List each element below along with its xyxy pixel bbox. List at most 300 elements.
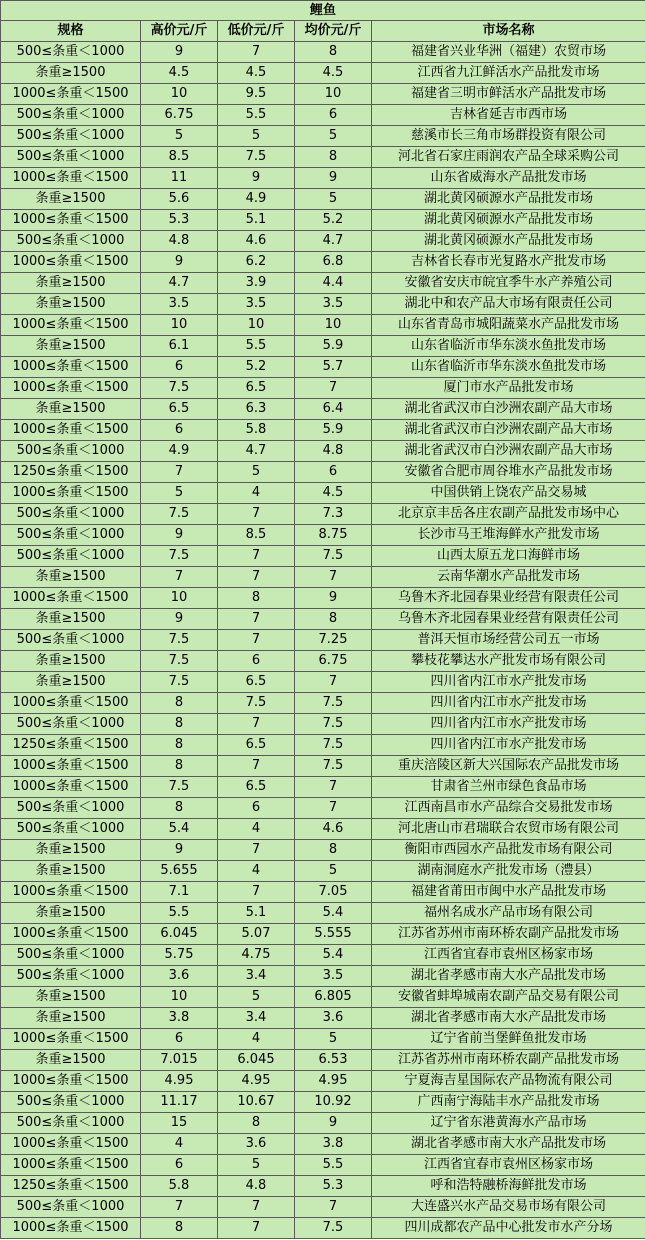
- market-name-cell: 湖北黄冈硕源水产品批发市场: [372, 189, 645, 210]
- avg-price-cell: 5.4: [295, 945, 372, 966]
- avg-price-cell: 6: [295, 462, 372, 483]
- table-row: [1, 882, 645, 903]
- market-name-cell: 中国供销上饶农产品交易城: [372, 483, 645, 504]
- low-price-cell: 7: [218, 609, 295, 630]
- low-price-cell: 7: [218, 630, 295, 651]
- market-name-cell: 甘肃省兰州市绿色食品市场: [372, 777, 645, 798]
- table-row: [1, 798, 645, 819]
- market-name-cell: 山西太原五龙口海鲜市场: [372, 546, 645, 567]
- market-name-cell: 河北唐山市君瑞联合农贸市场有限公司: [372, 819, 645, 840]
- table-row: [1, 462, 645, 483]
- low-price-cell: 7: [218, 714, 295, 735]
- table-row: [1, 42, 645, 63]
- table-row: [1, 273, 645, 294]
- low-price-cell: 5.1: [218, 210, 295, 231]
- low-price-cell: 5.5: [218, 336, 295, 357]
- spec-cell: 500≤条重＜1000: [1, 441, 141, 462]
- market-name-cell: 江西南昌市水产品综合交易批发市场: [372, 798, 645, 819]
- market-name-cell: 山东省临沂市华东淡水鱼批发市场: [372, 357, 645, 378]
- table-row: [1, 1092, 645, 1113]
- high-price-cell: 8: [141, 1218, 218, 1239]
- market-name-cell: 乌鲁木齐北园春果业经营有限责任公司: [372, 609, 645, 630]
- spec-cell: 1000≤条重＜1500: [1, 210, 141, 231]
- avg-price-cell: 3.6: [295, 1008, 372, 1029]
- high-price-cell: 4: [141, 1134, 218, 1155]
- spec-cell: 1000≤条重＜1500: [1, 1218, 141, 1239]
- low-price-cell: 5.07: [218, 924, 295, 945]
- low-price-cell: 3.9: [218, 273, 295, 294]
- table-row: [1, 966, 645, 987]
- table-row: [1, 1155, 645, 1176]
- market-name-cell: 山东省青岛市城阳蔬菜水产品批发市场: [372, 315, 645, 336]
- high-price-cell: 7.5: [141, 546, 218, 567]
- spec-cell: 500≤条重＜1000: [1, 126, 141, 147]
- high-price-cell: 7.1: [141, 882, 218, 903]
- spec-cell: 1000≤条重＜1500: [1, 1071, 141, 1092]
- table-row: [1, 630, 645, 651]
- market-name-cell: 湖北省武汉市白沙洲农副产品大市场: [372, 441, 645, 462]
- high-price-cell: 5.4: [141, 819, 218, 840]
- high-price-cell: 9: [141, 42, 218, 63]
- low-price-cell: 6.5: [218, 378, 295, 399]
- avg-price-cell: 4.8: [295, 441, 372, 462]
- high-price-cell: 4.7: [141, 273, 218, 294]
- table-row: [1, 672, 645, 693]
- low-price-cell: 4.95: [218, 1071, 295, 1092]
- table-row: [1, 105, 645, 126]
- table-row: [1, 315, 645, 336]
- table-row: [1, 189, 645, 210]
- low-price-cell: 7: [218, 546, 295, 567]
- table-row: [1, 378, 645, 399]
- table-row: [1, 126, 645, 147]
- high-price-cell: 7.5: [141, 504, 218, 525]
- high-price-cell: 7: [141, 462, 218, 483]
- table-row: [1, 168, 645, 189]
- spec-cell: 500≤条重＜1000: [1, 525, 141, 546]
- high-price-cell: 6.045: [141, 924, 218, 945]
- market-name-cell: 四川成都农产品中心批发市水产分场: [372, 1218, 645, 1239]
- avg-price-cell: 5: [295, 126, 372, 147]
- spec-cell: 500≤条重＜1000: [1, 966, 141, 987]
- avg-price-cell: 7.05: [295, 882, 372, 903]
- avg-price-cell: 8: [295, 42, 372, 63]
- header-low-price: 低价元/斤: [218, 21, 295, 42]
- spec-cell: 条重≥1500: [1, 399, 141, 420]
- high-price-cell: 9: [141, 609, 218, 630]
- low-price-cell: 7.5: [218, 693, 295, 714]
- spec-cell: 条重≥1500: [1, 1050, 141, 1071]
- spec-cell: 条重≥1500: [1, 294, 141, 315]
- high-price-cell: 10: [141, 588, 218, 609]
- avg-price-cell: 9: [295, 1113, 372, 1134]
- high-price-cell: 7.5: [141, 630, 218, 651]
- market-name-cell: 江苏省苏州市南环桥农副产品批发市场: [372, 924, 645, 945]
- spec-cell: 500≤条重＜1000: [1, 630, 141, 651]
- table-row: [1, 714, 645, 735]
- avg-price-cell: 8: [295, 840, 372, 861]
- low-price-cell: 4.7: [218, 441, 295, 462]
- market-name-cell: 江西省宜春市袁州区杨家市场: [372, 945, 645, 966]
- low-price-cell: 3.4: [218, 1008, 295, 1029]
- low-price-cell: 7: [218, 756, 295, 777]
- market-name-cell: 攀枝花攀达水产批发市场有限公司: [372, 651, 645, 672]
- table-row: [1, 147, 645, 168]
- spec-cell: 条重≥1500: [1, 651, 141, 672]
- avg-price-cell: 3.5: [295, 966, 372, 987]
- avg-price-cell: 7: [295, 672, 372, 693]
- market-name-cell: 辽宁省前当堡鲜鱼批发市场: [372, 1029, 645, 1050]
- high-price-cell: 10: [141, 84, 218, 105]
- table-row: [1, 924, 645, 945]
- market-name-cell: 山东省临沂市华东淡水鱼批发市场: [372, 336, 645, 357]
- table-row: [1, 525, 645, 546]
- avg-price-cell: 5.2: [295, 210, 372, 231]
- spec-cell: 1000≤条重＜1500: [1, 84, 141, 105]
- avg-price-cell: 4.4: [295, 273, 372, 294]
- avg-price-cell: 7: [295, 378, 372, 399]
- spec-cell: 1000≤条重＜1500: [1, 777, 141, 798]
- market-name-cell: 四川省内江市水产批发市场: [372, 714, 645, 735]
- low-price-cell: 3.4: [218, 966, 295, 987]
- high-price-cell: 8: [141, 714, 218, 735]
- spec-cell: 1250≤条重＜1500: [1, 462, 141, 483]
- spec-cell: 1000≤条重＜1500: [1, 693, 141, 714]
- table-row: [1, 987, 645, 1008]
- spec-cell: 500≤条重＜1000: [1, 1197, 141, 1218]
- market-name-cell: 四川省内江市水产批发市场: [372, 672, 645, 693]
- avg-price-cell: 7.5: [295, 693, 372, 714]
- high-price-cell: 7.5: [141, 378, 218, 399]
- table-row: [1, 1134, 645, 1155]
- low-price-cell: 7: [218, 840, 295, 861]
- low-price-cell: 5.5: [218, 105, 295, 126]
- avg-price-cell: 7.5: [295, 756, 372, 777]
- spec-cell: 500≤条重＜1000: [1, 546, 141, 567]
- market-name-cell: 江苏省苏州市南环桥农副产品批发市场: [372, 1050, 645, 1071]
- spec-cell: 500≤条重＜1000: [1, 714, 141, 735]
- low-price-cell: 7: [218, 42, 295, 63]
- high-price-cell: 10: [141, 315, 218, 336]
- low-price-cell: 7: [218, 882, 295, 903]
- spec-cell: 条重≥1500: [1, 840, 141, 861]
- high-price-cell: 6.5: [141, 399, 218, 420]
- high-price-cell: 5.6: [141, 189, 218, 210]
- avg-price-cell: 7.5: [295, 714, 372, 735]
- low-price-cell: 5: [218, 462, 295, 483]
- table-row: [1, 210, 645, 231]
- low-price-cell: 7: [218, 1218, 295, 1239]
- table-row: [1, 252, 645, 273]
- high-price-cell: 7.5: [141, 651, 218, 672]
- low-price-cell: 6.2: [218, 252, 295, 273]
- market-name-cell: 山东省威海水产品批发市场: [372, 168, 645, 189]
- low-price-cell: 3.5: [218, 294, 295, 315]
- high-price-cell: 4.95: [141, 1071, 218, 1092]
- low-price-cell: 6.5: [218, 672, 295, 693]
- spec-cell: 1000≤条重＜1500: [1, 756, 141, 777]
- high-price-cell: 9: [141, 525, 218, 546]
- market-name-cell: 长沙市马王堆海鲜水产批发市场: [372, 525, 645, 546]
- spec-cell: 1000≤条重＜1500: [1, 924, 141, 945]
- avg-price-cell: 10: [295, 315, 372, 336]
- high-price-cell: 6: [141, 357, 218, 378]
- market-name-cell: 江西省宜春市袁州区杨家市场: [372, 1155, 645, 1176]
- spec-cell: 1000≤条重＜1500: [1, 315, 141, 336]
- avg-price-cell: 6.805: [295, 987, 372, 1008]
- high-price-cell: 8: [141, 756, 218, 777]
- avg-price-cell: 7.5: [295, 735, 372, 756]
- header-market-name: 市场名称: [372, 21, 645, 42]
- table-row: [1, 546, 645, 567]
- table-row: [1, 1029, 645, 1050]
- table-row: [1, 1050, 645, 1071]
- market-name-cell: 云南华潮水产品批发市场: [372, 567, 645, 588]
- low-price-cell: 9: [218, 168, 295, 189]
- low-price-cell: 4: [218, 861, 295, 882]
- high-price-cell: 10: [141, 987, 218, 1008]
- avg-price-cell: 7.5: [295, 1218, 372, 1239]
- high-price-cell: 8: [141, 798, 218, 819]
- low-price-cell: 10.67: [218, 1092, 295, 1113]
- low-price-cell: 4: [218, 819, 295, 840]
- table-row: [1, 861, 645, 882]
- table-row: [1, 483, 645, 504]
- low-price-cell: 9.5: [218, 84, 295, 105]
- header-spec: 规格: [1, 21, 141, 42]
- high-price-cell: 11.17: [141, 1092, 218, 1113]
- table-row: [1, 294, 645, 315]
- market-name-cell: 湖北黄冈硕源水产品批发市场: [372, 210, 645, 231]
- high-price-cell: 8: [141, 735, 218, 756]
- spec-cell: 500≤条重＜1000: [1, 504, 141, 525]
- market-name-cell: 重庆涪陵区新大兴国际农产品批发市场: [372, 756, 645, 777]
- high-price-cell: 8.5: [141, 147, 218, 168]
- table-row: [1, 441, 645, 462]
- spec-cell: 条重≥1500: [1, 987, 141, 1008]
- market-name-cell: 湖北省武汉市白沙洲农副产品大市场: [372, 420, 645, 441]
- spec-cell: 条重≥1500: [1, 63, 141, 84]
- high-price-cell: 7.015: [141, 1050, 218, 1071]
- low-price-cell: 7: [218, 1197, 295, 1218]
- low-price-cell: 4.8: [218, 1176, 295, 1197]
- spec-cell: 500≤条重＜1000: [1, 105, 141, 126]
- avg-price-cell: 3.8: [295, 1134, 372, 1155]
- low-price-cell: 3.6: [218, 1134, 295, 1155]
- table-row: [1, 1218, 645, 1239]
- low-price-cell: 7.5: [218, 147, 295, 168]
- market-name-cell: 河北省石家庄雨润农产品全球采购公司: [372, 147, 645, 168]
- low-price-cell: 5: [218, 126, 295, 147]
- table-title: 鲤鱼: [1, 1, 645, 21]
- low-price-cell: 4.6: [218, 231, 295, 252]
- low-price-cell: 4.9: [218, 189, 295, 210]
- low-price-cell: 10: [218, 315, 295, 336]
- table-row: [1, 777, 645, 798]
- table-row: [1, 1176, 645, 1197]
- table-row: [1, 399, 645, 420]
- avg-price-cell: 5.9: [295, 420, 372, 441]
- market-name-cell: 吉林省长春市光复路水产批发市场: [372, 252, 645, 273]
- market-name-cell: 宁夏海吉星国际农产品物流有限公司: [372, 1071, 645, 1092]
- table-row: [1, 903, 645, 924]
- spec-cell: 条重≥1500: [1, 273, 141, 294]
- market-name-cell: 福州名成水产品市场有限公司: [372, 903, 645, 924]
- high-price-cell: 5.655: [141, 861, 218, 882]
- avg-price-cell: 4.5: [295, 483, 372, 504]
- spec-cell: 条重≥1500: [1, 189, 141, 210]
- avg-price-cell: 9: [295, 588, 372, 609]
- low-price-cell: 7: [218, 567, 295, 588]
- low-price-cell: 4.5: [218, 63, 295, 84]
- table-row: [1, 693, 645, 714]
- table-row: [1, 336, 645, 357]
- header-avg-price: 均价元/斤: [295, 21, 372, 42]
- avg-price-cell: 9: [295, 168, 372, 189]
- spec-cell: 1000≤条重＜1500: [1, 252, 141, 273]
- table-row: [1, 819, 645, 840]
- table-row: [1, 504, 645, 525]
- spec-cell: 条重≥1500: [1, 609, 141, 630]
- low-price-cell: 6.5: [218, 735, 295, 756]
- low-price-cell: 5: [218, 987, 295, 1008]
- spec-cell: 500≤条重＜1000: [1, 231, 141, 252]
- market-name-cell: 湖南洞庭水产批发市场（澧县）: [372, 861, 645, 882]
- market-name-cell: 慈溪市长三角市场群投资有限公司: [372, 126, 645, 147]
- market-name-cell: 湖北省武汉市白沙洲农副产品大市场: [372, 399, 645, 420]
- high-price-cell: 4.5: [141, 63, 218, 84]
- table-row: [1, 1197, 645, 1218]
- table-row: [1, 567, 645, 588]
- high-price-cell: 5.3: [141, 210, 218, 231]
- high-price-cell: 5: [141, 483, 218, 504]
- avg-price-cell: 7: [295, 798, 372, 819]
- market-name-cell: 厦门市水产品批发市场: [372, 378, 645, 399]
- table-row: [1, 63, 645, 84]
- table-row: [1, 756, 645, 777]
- table-row: [1, 420, 645, 441]
- avg-price-cell: 4.7: [295, 231, 372, 252]
- high-price-cell: 7.5: [141, 672, 218, 693]
- market-name-cell: 福建省兴业华洲（福建）农贸市场: [372, 42, 645, 63]
- spec-cell: 500≤条重＜1000: [1, 42, 141, 63]
- spec-cell: 条重≥1500: [1, 861, 141, 882]
- low-price-cell: 8: [218, 588, 295, 609]
- high-price-cell: 6: [141, 420, 218, 441]
- avg-price-cell: 7.5: [295, 546, 372, 567]
- high-price-cell: 7: [141, 1197, 218, 1218]
- high-price-cell: 9: [141, 252, 218, 273]
- avg-price-cell: 4.6: [295, 819, 372, 840]
- table-body: [1, 42, 645, 1239]
- spec-cell: 500≤条重＜1000: [1, 798, 141, 819]
- high-price-cell: 6.75: [141, 105, 218, 126]
- low-price-cell: 5.1: [218, 903, 295, 924]
- table-row: [1, 735, 645, 756]
- spec-cell: 条重≥1500: [1, 903, 141, 924]
- market-name-cell: 湖北省孝感市南大水产品批发市场: [372, 1008, 645, 1029]
- high-price-cell: 8: [141, 693, 218, 714]
- avg-price-cell: 7: [295, 1197, 372, 1218]
- table-row: [1, 588, 645, 609]
- spec-cell: 1250≤条重＜1500: [1, 1176, 141, 1197]
- avg-price-cell: 10.92: [295, 1092, 372, 1113]
- high-price-cell: 7: [141, 567, 218, 588]
- avg-price-cell: 4.5: [295, 63, 372, 84]
- avg-price-cell: 5.7: [295, 357, 372, 378]
- table-row: [1, 1113, 645, 1134]
- spec-cell: 1000≤条重＜1500: [1, 1134, 141, 1155]
- avg-price-cell: 5.3: [295, 1176, 372, 1197]
- market-name-cell: 福建省三明市鲜活水产品批发市场: [372, 84, 645, 105]
- avg-price-cell: 3.5: [295, 294, 372, 315]
- avg-price-cell: 8.75: [295, 525, 372, 546]
- spec-cell: 条重≥1500: [1, 1008, 141, 1029]
- avg-price-cell: 6.8: [295, 252, 372, 273]
- high-price-cell: 11: [141, 168, 218, 189]
- avg-price-cell: 7.3: [295, 504, 372, 525]
- avg-price-cell: 5.9: [295, 336, 372, 357]
- high-price-cell: 5.5: [141, 903, 218, 924]
- high-price-cell: 6.1: [141, 336, 218, 357]
- market-name-cell: 呼和浩特融桥海鲜批发市场: [372, 1176, 645, 1197]
- market-name-cell: 吉林省延吉市西市场: [372, 105, 645, 126]
- avg-price-cell: 7.25: [295, 630, 372, 651]
- low-price-cell: 5.2: [218, 357, 295, 378]
- header-high-price: 高价元/斤: [141, 21, 218, 42]
- avg-price-cell: 5: [295, 861, 372, 882]
- avg-price-cell: 7: [295, 777, 372, 798]
- spec-cell: 1000≤条重＜1500: [1, 588, 141, 609]
- low-price-cell: 7: [218, 504, 295, 525]
- high-price-cell: 3.6: [141, 966, 218, 987]
- high-price-cell: 6: [141, 1155, 218, 1176]
- table-row: [1, 84, 645, 105]
- low-price-cell: 6: [218, 651, 295, 672]
- avg-price-cell: 5.4: [295, 903, 372, 924]
- spec-cell: 1000≤条重＜1500: [1, 168, 141, 189]
- market-name-cell: 安徽省蚌埠城南农副产品交易有限公司: [372, 987, 645, 1008]
- avg-price-cell: 10: [295, 84, 372, 105]
- market-name-cell: 普洱天恒市场经营公司五一市场: [372, 630, 645, 651]
- low-price-cell: 8.5: [218, 525, 295, 546]
- market-name-cell: 四川省内江市水产批发市场: [372, 735, 645, 756]
- spec-cell: 1000≤条重＜1500: [1, 1155, 141, 1176]
- spec-cell: 500≤条重＜1000: [1, 1113, 141, 1134]
- avg-price-cell: 5.555: [295, 924, 372, 945]
- spec-cell: 1000≤条重＜1500: [1, 378, 141, 399]
- low-price-cell: 6.5: [218, 777, 295, 798]
- spec-cell: 条重≥1500: [1, 672, 141, 693]
- market-name-cell: 湖北省孝感市南大水产品批发市场: [372, 1134, 645, 1155]
- avg-price-cell: 8: [295, 609, 372, 630]
- high-price-cell: 3.5: [141, 294, 218, 315]
- market-name-cell: 湖北中和农产品大市场有限责任公司: [372, 294, 645, 315]
- spec-cell: 500≤条重＜1000: [1, 147, 141, 168]
- low-price-cell: 4: [218, 483, 295, 504]
- low-price-cell: 4.75: [218, 945, 295, 966]
- table-row: [1, 231, 645, 252]
- table-row: [1, 357, 645, 378]
- high-price-cell: 6: [141, 1029, 218, 1050]
- avg-price-cell: 4.95: [295, 1071, 372, 1092]
- avg-price-cell: 6: [295, 105, 372, 126]
- high-price-cell: 5: [141, 126, 218, 147]
- low-price-cell: 6: [218, 798, 295, 819]
- market-name-cell: 北京京丰岳各庄农副产品批发市场中心: [372, 504, 645, 525]
- low-price-cell: 6.045: [218, 1050, 295, 1071]
- spec-cell: 1000≤条重＜1500: [1, 357, 141, 378]
